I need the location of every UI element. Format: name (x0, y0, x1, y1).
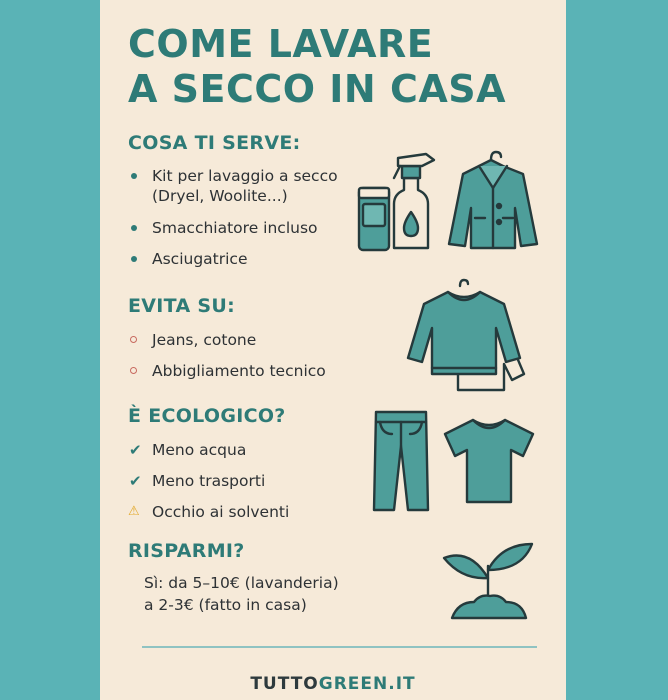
sweater-icon (408, 278, 534, 396)
list-item: Jeans, cotone (128, 330, 368, 350)
serve-list (128, 166, 368, 280)
section-title-serve: COSA TI SERVE: (128, 132, 301, 154)
ring-bullet-icon (130, 336, 137, 343)
bullet-icon (131, 225, 137, 231)
jeans-icon (372, 410, 430, 514)
sprout-icon (440, 540, 536, 622)
list-item: Asciugatrice (128, 249, 368, 269)
savings-line-1: Sì: da 5–10€ (lavanderia) (144, 574, 339, 592)
section-title-evita: EVITA SU: (128, 295, 235, 317)
list-item: ⚠ Occhio ai solventi (128, 503, 290, 521)
infographic-card (100, 0, 566, 700)
page-title (128, 22, 548, 112)
eco-list (128, 440, 368, 533)
jacket-icon (445, 148, 541, 252)
list-item: ✔ Meno acqua (129, 441, 247, 459)
ring-bullet-icon (130, 367, 137, 374)
list-item: Smacchiatore incluso (128, 218, 368, 238)
list-item: Abbigliamento tecnico (128, 361, 368, 381)
savings-text (144, 572, 384, 616)
warning-icon: ⚠ (128, 504, 140, 519)
savings-line-2: a 2-3€ (fatto in casa) (144, 596, 307, 614)
check-icon: ✔ (129, 441, 142, 459)
section-title-risparmi: RISPARMI? (128, 540, 245, 562)
list-item: ✔ Meno trasporti (129, 472, 266, 490)
title-line-1: COME LAVARE (128, 22, 434, 66)
section-title-eco: È ECOLOGICO? (128, 405, 286, 427)
title-line-2: A SECCO IN CASA (128, 67, 507, 111)
check-icon: ✔ (129, 472, 142, 490)
list-item: Kit per lavaggio a secco (Dryel, Woolite...) (128, 166, 368, 206)
bullet-icon (131, 256, 137, 262)
bullet-icon (131, 173, 137, 179)
divider (142, 646, 537, 648)
brand-logo: TUTTOGREEN.IT (250, 674, 416, 694)
spray-bottle-icon (356, 148, 446, 254)
tshirt-icon (441, 416, 537, 506)
evita-list (128, 330, 368, 392)
